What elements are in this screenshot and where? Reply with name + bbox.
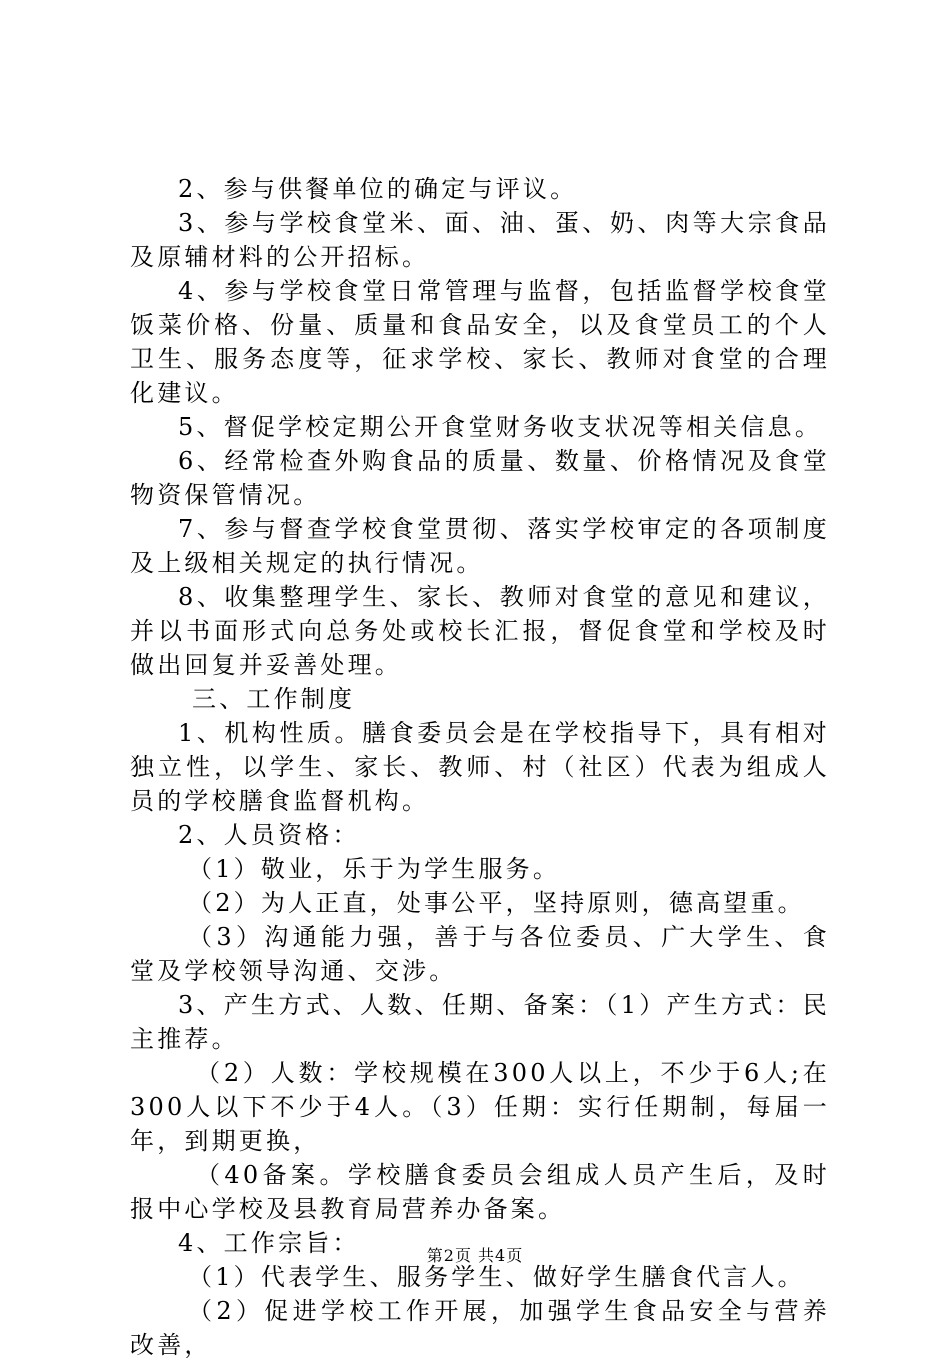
paragraph-selection: 3、产生方式、人数、任期、备案：（1）产生方式：民主推荐。 bbox=[130, 991, 830, 1053]
paragraph-8: 8、收集整理学生、家长、教师对食堂的意见和建议，并以书面形式向总务处或校长汇报，督促食堂和学校及时做出回复并妥善处理。 bbox=[130, 583, 830, 679]
paragraph-headcount: （2）人数：学校规模在300人以上，不少于6人;在300人以下不少于4人。（3）任期：实行任期制，每届一年，到期更换， bbox=[130, 1059, 830, 1155]
section-heading-work-system: 三、工作制度 bbox=[192, 685, 356, 713]
sub-item-1: （1）敬业，乐于为学生服务。 bbox=[188, 855, 561, 883]
sub-item-2: （2）为人正直，处事公平，坚持原则，德高望重。 bbox=[188, 889, 805, 917]
purpose-item-2: （2）促进学校工作开展，加强学生食品安全与营养改善， bbox=[130, 1297, 830, 1359]
paragraph-3: 3、参与学校食堂米、面、油、蛋、奶、肉等大宗食品及原辅材料的公开招标。 bbox=[130, 209, 830, 271]
document-body bbox=[130, 172, 830, 1362]
page-footer: 第2页 共4页 bbox=[426, 1246, 524, 1265]
paragraph-qualifications: 2、人员资格： bbox=[178, 821, 360, 849]
paragraph-7: 7、参与督查学校食堂贯彻、落实学校审定的各项制度及上级相关规定的执行情况。 bbox=[130, 515, 830, 577]
paragraph-filing: （40备案。学校膳食委员会组成人员产生后，及时报中心学校及县教育局营养办备案。 bbox=[130, 1161, 830, 1223]
paragraph-organization-nature: 1、机构性质。膳食委员会是在学校指导下，具有相对独立性，以学生、家长、教师、村（社区）代表为组成人员的学校膳食监督机构。 bbox=[130, 719, 830, 815]
paragraph-6: 6、经常检查外购食品的质量、数量、价格情况及食堂物资保管情况。 bbox=[130, 447, 830, 509]
paragraph-4: 4、参与学校食堂日常管理与监督，包括监督学校食堂饭菜价格、份量、质量和食品安全，以及食堂员工的个人卫生、服务态度等，征求学校、家长、教师对食堂的合理化建议。 bbox=[130, 277, 830, 407]
purpose-item-1: （1）代表学生、服务学生、做好学生膳食代言人。 bbox=[188, 1263, 805, 1291]
paragraph-2: 2、参与供餐单位的确定与评议。 bbox=[178, 175, 578, 203]
sub-item-3: （3）沟通能力强，善于与各位委员、广大学生、食堂及学校领导沟通、交涉。 bbox=[130, 923, 830, 985]
paragraph-5: 5、督促学校定期公开食堂财务收支状况等相关信息。 bbox=[178, 413, 823, 441]
paragraph-purpose: 4、工作宗旨： bbox=[178, 1229, 360, 1257]
